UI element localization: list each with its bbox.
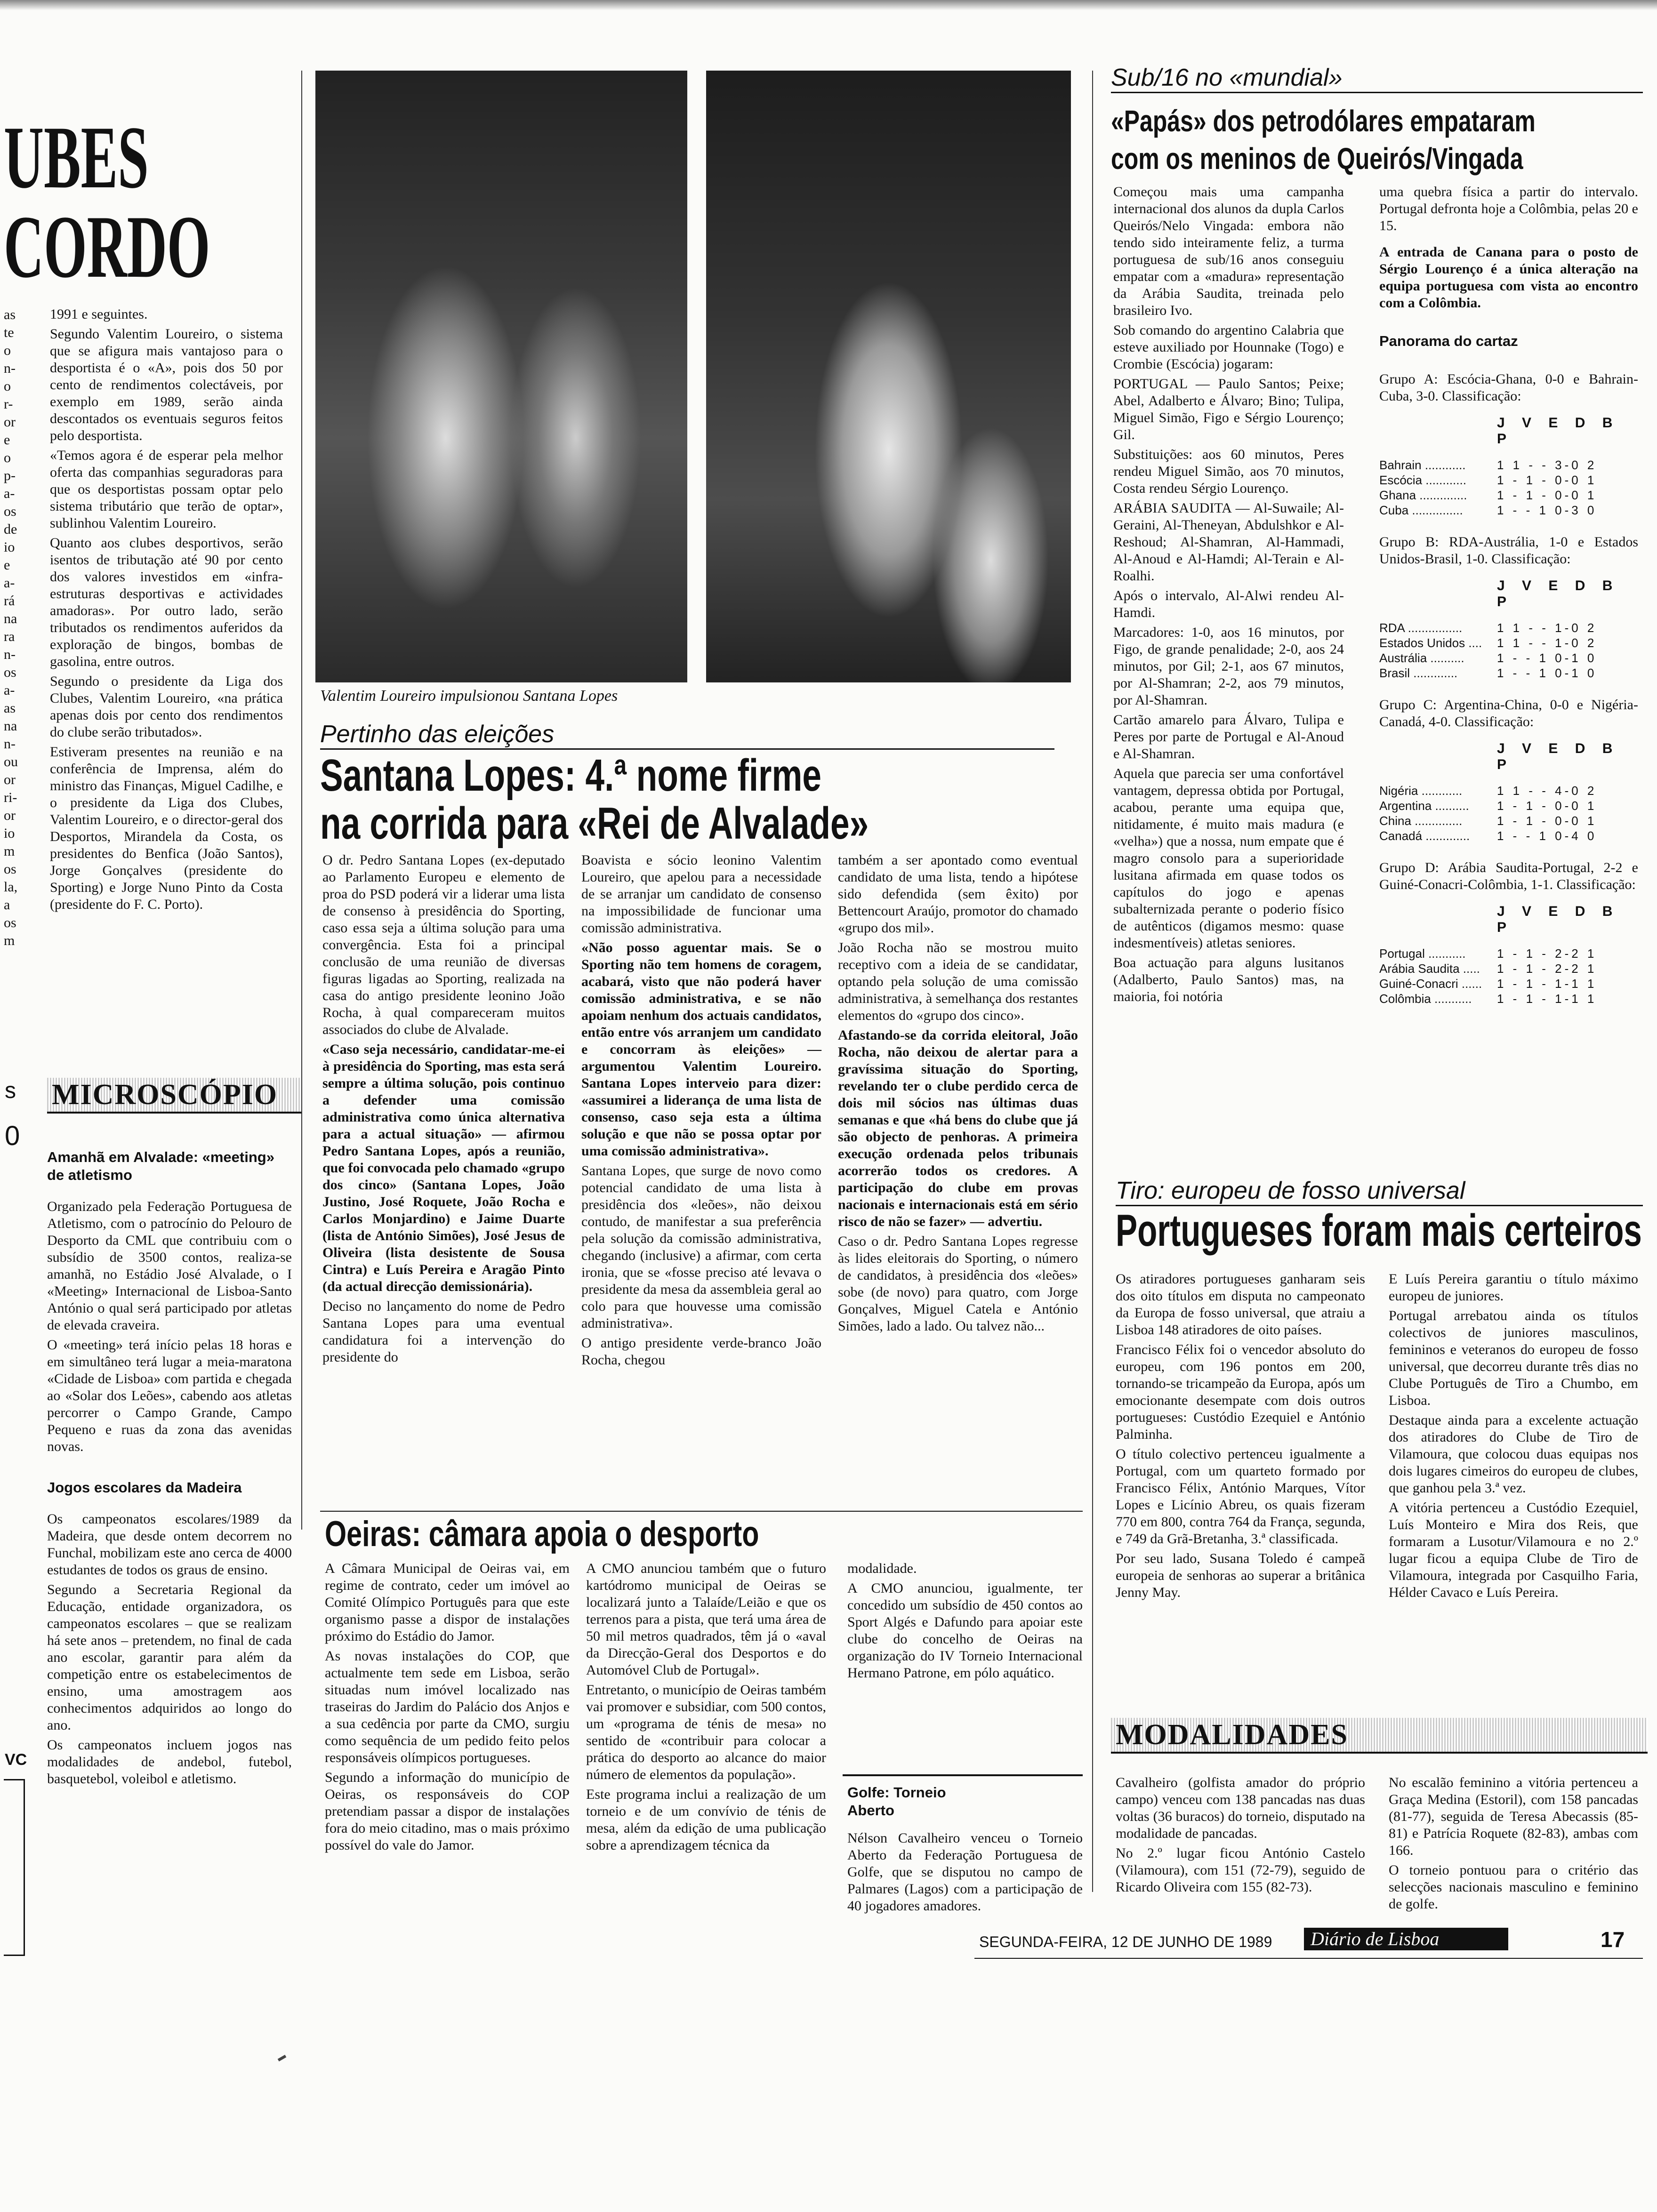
paragraph: Portugal arrebatou ainda os títulos colectivos de juniores masculinos, femininos e veteranos do europeu de fosso universal, que decorreu durante três dias no Clube Português de Tiro a Chumbo, em Lisboa. <box>1389 1308 1638 1408</box>
paragraph: Entretanto, o município de Oeiras também vai promover e subsidiar, com 500 contos, um «programa de ténis de mesa» no sentido de «contribuir para colocar a prática do desporto ao alcance do maior número de elementos da população». <box>586 1682 826 1782</box>
panorama-title: Panorama do cartaz <box>1379 333 1518 349</box>
clipped-letter: n- <box>4 361 16 376</box>
clipped-letter: n- <box>4 736 16 752</box>
paragraph: E Luís Pereira garantiu o título máximo europeu de juniores. <box>1389 1271 1638 1304</box>
table-header: J V E D B P <box>1497 741 1619 772</box>
clipped-letter: os <box>4 665 16 680</box>
clipped-letter: na <box>4 718 17 734</box>
paragraph: O «meeting» terá início pelas 18 horas e em simultâneo terá lugar a meia-maratona «Cidade de Lisboa» com partida e chegada ao «Solar dos Leões», cabendo aos atletas percorrer o Campo Grande, Campo Pequeno e ruas da zona das avenidas novas. <box>47 1337 292 1454</box>
table-header: J V E D B P <box>1497 415 1619 447</box>
table-row <box>1379 946 1638 961</box>
panorama-groups <box>1379 371 1638 1006</box>
clipped-letter: os <box>4 915 16 930</box>
paragraph: A vitória pertenceu a Custódio Ezequiel, Luís Monteiro e Mira dos Reis, que formaram a Lusotur/Vilamoura e no 2.º lugar ficou a equipa Clube de Tiro de Vilamoura, integrada por Casquilho Faria, Hélder Cavaco e Luís Pereira. <box>1389 1500 1638 1600</box>
paragraph: O antigo presidente verde-branco João Rocha, chegou <box>581 1335 821 1368</box>
team-name: Argentina .......... <box>1379 799 1469 813</box>
photo-santana-lopes <box>706 71 1071 682</box>
microscopio-item1-title: Amanhã em Alvalade: «meeting» de atletismo <box>47 1149 274 1183</box>
paragraph: O título colectivo pertenceu igualmente a Portugal, com um quarteto formado por Francisco Félix, António Marques, Vítor Lopes e Licínio Abreu, os quais fizeram 770 em 800, contra 764 da França, segunda, e 749 da Grã-Bretanha, 3.ª classificada. <box>1116 1446 1365 1547</box>
tiro-kicker: Tiro: europeu de fosso universal <box>1116 1177 1643 1206</box>
paragraph: As novas instalações do COP, que actualmente tem sede em Lisboa, serão situadas num imóvel localizado nas traseiras do Jardim do Palácio dos Anjos e a sua cedência por parte da CMO, surgiu como sequência de um pedido feito pelos responsáveis olímpicos portugueses. <box>325 1648 570 1765</box>
paragraph: «Caso seja necessário, candidatar-me-ei à presidência do Sporting, mas esta será sempre a última solução, pois continuo a defender uma comissão administrativa como única alternativa para a actual situação» — afirmou Pedro Santana Lopes, após a reunião, que foi convocada pelo chamado «grupo dos cinco» (Santana Lopes, João Justino, José Roquete, João Rocha e Carlos Monjardino) e Jaime Duarte (lista de António Simões), José Jesus de Oliveira (lista desistente de Sousa Cintra) e Luís Pereira e Aragão Pinto (da actual direcção demissionária). <box>322 1042 565 1294</box>
clipped-letter: te <box>4 325 14 340</box>
clipped-letter: os <box>4 861 16 877</box>
santana-col-3 <box>838 852 1078 1338</box>
paragraph: «Temos agora é de esperar pela melhor oferta das companhias seguradoras para que os desportistas possam optar pelo sistema tributário que terão de optar», sublinhou Valentim Loureiro. <box>50 448 283 531</box>
footer-date: SEGUNDA-FEIRA, 12 DE JUNHO DE 1989 <box>979 1933 1272 1950</box>
paragraph: A CMO anunciou também que o futuro kartódromo municipal de Oeiras se localizará junto a Talaíde/Leião e que os terrenos para a pista, que terá uma área de 50 mil metros quadrados, têm já o «aval da Direcção-Geral dos Desportos e do Automóvel Club de Portugal». <box>586 1561 826 1678</box>
clipped-letter: ri- <box>4 790 17 805</box>
clipped-letter: o <box>4 378 11 394</box>
team-stats: 1 - - 1 0-4 0 <box>1497 829 1597 843</box>
footer-paper-name: Diário de Lisboa <box>1304 1928 1508 1950</box>
oeiras-headline: Oeiras: câmara apoia o desporto <box>325 1514 759 1554</box>
table-row <box>1379 488 1638 503</box>
top-scan-edge <box>0 0 1657 10</box>
clipped-letter: ra <box>4 629 15 644</box>
clipped-letter: as <box>4 307 16 322</box>
modalidades-title: MODALIDADES <box>1111 1718 1648 1754</box>
panorama-group <box>1379 534 1638 681</box>
clipped-letter: r- <box>4 396 13 412</box>
paragraph: Boavista e sócio leonino Valentim Loureiro, que apelou para a necessidade de se arranjar um candidato de consenso na impossibilidade de funcionar uma comissão administrativa. <box>581 852 821 936</box>
team-stats: 1 1 - - 4-0 2 <box>1497 784 1597 798</box>
paragraph: O dr. Pedro Santana Lopes (ex-deputado ao Parlamento Europeu e elemento de proa do PSD poderá vir a liderar uma lista de consenso à presidência do Sporting, caso essa seja a última solução para uma convergência. Esta foi a principal conclusão de uma reunião de diversas figuras ligadas ao Sporting, realizada na casa do antigo presidente leonino João Rocha, à qual compareceram muitos associados do clube de Alvalade. <box>322 852 565 1037</box>
paragraph: Nélson Cavalheiro venceu o Torneio Aberto da Federação Portuguesa de Golfe, que se disputou no campo de Palmares (Lagos) com a participação de 40 jogadores amadores. <box>847 1830 1083 1914</box>
panorama-group <box>1379 859 1638 1006</box>
santana-kicker: Pertinho das eleições <box>320 720 1054 750</box>
clipped-letter: o <box>4 343 11 358</box>
paragraph: O torneio pontuou para o critério das selecções nacionais masculino e feminino de golfe. <box>1389 1862 1638 1912</box>
table-row <box>1379 961 1638 976</box>
paragraph: Quanto aos clubes desportivos, serão isentos de tributação até 90 por cento dos valores investidos em «infra-estruturas desportivas e actividades amadoras». Por outro lado, serão tributados os rendimentos auferidos da exploração de bingos, bombas de gasolina, entre outros. <box>50 535 283 669</box>
team-name: Cuba ............... <box>1379 503 1463 517</box>
paragraph: Francisco Félix foi o vencedor absoluto do europeu, com 196 pontos em 200, tornando-se tricampeão da Europa, após um emocionante desempate com dois outros portugueses: Custódio Ezequiel e António Palminha. <box>1116 1342 1365 1442</box>
group-title: Grupo C: Argentina-China, 0-0 e Nigéria-Canadá, 4-0. Classificação: <box>1379 697 1638 729</box>
table-row <box>1379 783 1638 798</box>
team-stats: 1 - 1 - 0-0 1 <box>1497 814 1597 828</box>
table-row <box>1379 798 1638 813</box>
microscopio-item2-title: Jogos escolares da Madeira <box>47 1479 242 1496</box>
paragraph: também a ser apontado como eventual candidato de uma lista, tendo a hipótese sido defendida (sem êxito) por Bettencourt Araújo, promotor do chamado «grupo dos mil». <box>838 852 1078 936</box>
modalidades-col-2 <box>1389 1774 1638 1915</box>
paragraph: Segundo a informação do município de Oeiras, os responsáveis do COP pretendiam passar a dispor de instalações fora do meio citadino, mas o mais próximo possível do vale do Jamor. <box>325 1770 570 1853</box>
edge-mark-s: s <box>5 1078 16 1103</box>
group-title: Grupo A: Escócia-Ghana, 0-0 e Bahrain-Cuba, 3-0. Classificação: <box>1379 371 1638 404</box>
paragraph: ARÁBIA SAUDITA — Al-Suwaile; Al-Geraini, Al-Theneyan, Abdulshkor e Al-Reshoud; Al-Shamran, Al-Hammadi, Al-Anoud e Al-Hamdi; Al-Terain e Al-Roalhi. <box>1113 500 1344 584</box>
clipped-letter: n- <box>4 647 16 662</box>
clipped-letter: o <box>4 450 11 465</box>
left-headline-line-1: UBES <box>4 108 149 207</box>
paragraph: Os campeonatos escolares/1989 da Madeira, que desde ontem decorrem no Funchal, mobilizam este ano cerca de 4000 estudantes de todos os graus de ensino. <box>47 1511 292 1578</box>
oeiras-col-3 <box>847 1560 1083 1684</box>
golfe-title: Golfe: Torneio Aberto <box>847 1784 946 1819</box>
sub16-col-2 <box>1379 184 1638 1022</box>
group-title: Grupo D: Arábia Saudita-Portugal, 2-2 e Guiné-Conacri-Colômbia, 1-1. Classificação: <box>1379 860 1638 892</box>
team-stats: 1 - 1 - 0-0 1 <box>1497 473 1597 487</box>
team-stats: 1 1 - - 1-0 2 <box>1497 621 1597 635</box>
paragraph: No escalão feminino a vitória pertenceu a Graça Medina (Estoril), com 158 pancadas (81-77), seguida de Teresa Abecassis (85-81) e Patrícia Roquete (82-83), ambas com 166. <box>1389 1775 1638 1858</box>
edge-box <box>4 1779 25 1956</box>
clipped-letter: m <box>4 843 15 859</box>
photo-valentim-loureiro <box>315 71 687 682</box>
team-name: Ghana .............. <box>1379 488 1467 502</box>
golfe-top-rule <box>843 1774 1083 1776</box>
paragraph: Marcadores: 1-0, aos 16 minutos, por Figo, de grande penalidade; 2-0, aos 24 minutos, por Gil; 2-1, aos 67 minutos, por Al-Shamran; 2-2, aos 79 minutos, por Al-Shamran. <box>1113 625 1344 708</box>
paragraph: Após o intervalo, Al-Alwi rendeu Al-Hamdi. <box>1113 588 1344 620</box>
paragraph: Os campeonatos incluem jogos nas modalidades de andebol, futebol, basquetebol, voleibol e atletismo. <box>47 1737 292 1787</box>
clipped-letter: os <box>4 504 16 519</box>
paragraph: Afastando-se da corrida eleitoral, João Rocha, não deixou de alertar para a gravíssima situação do Sporting, revelando ter o clube perdido cerca de dois mil sócios nas últimas duas semanas e que «há bens do clube que já são objecto de penhoras. A primeira execução ordenada pelos tribunais acorrerão todos os credores. A participação do clube em provas nacionais e internacionais está em sério risco de não se fazer» — advertiu. <box>838 1027 1078 1229</box>
paragraph: «Não posso aguentar mais. Se o Sporting não tem homens de coragem, acabará, visto que não poderá haver comissão administrativa, e se não apoiam nenhum dos actuais candidatos, então entre vós arranjem um candidato e concorram às eleições» — argumentou Valentim Loureiro. Santana Lopes interveio para dizer: «assumirei a liderança de uma lista de consenso, caso seja esta a última solução e que não se possa optar por uma comissão administrativa». <box>581 940 821 1159</box>
tiro-col-2 <box>1389 1271 1638 1604</box>
paragraph: No 2.º lugar ficou António Castelo (Vilamoura), com 151 (72-79), seguido de Ricardo Oliveira com 155 (82-73). <box>1116 1845 1365 1895</box>
table-header: J V E D B P <box>1497 904 1619 935</box>
oeiras-col-2 <box>586 1560 826 1857</box>
paragraph: Organizado pela Federação Portuguesa de Atletismo, com o patrocínio do Pelouro de Desporto da CML que contribuiu com o subsídio de 3500 contos, realiza-se amanhã, no Estádio José Alvalade, o I «Meeting» Internacional de Lisboa-Santo António o qual será participado por atletas de elevada craveira. <box>47 1199 292 1333</box>
team-stats: 1 - 1 - 0-0 1 <box>1497 488 1597 502</box>
clipped-letter: a- <box>4 486 15 501</box>
team-name: Canadá ............. <box>1379 829 1470 843</box>
panorama-group <box>1379 697 1638 843</box>
paragraph: Os atiradores portugueses ganharam seis dos oito títulos em disputa no campeonato da Europa de fosso universal, que atraiu a Lisboa 148 atiradores de oito países. <box>1116 1271 1365 1338</box>
right-column-divider <box>1092 71 1093 1892</box>
paragraph: uma quebra física a partir do intervalo. Portugal defronta hoje a Colômbia, pelas 20 e 15. <box>1379 184 1638 233</box>
panorama-group <box>1379 371 1638 518</box>
team-stats: 1 1 - - 3-0 2 <box>1497 458 1597 472</box>
column-divider <box>301 71 302 1530</box>
clipped-letter: m <box>4 933 15 948</box>
table-row <box>1379 813 1638 828</box>
paragraph: Segundo a Secretaria Regional da Educação, entidade organizadora, os campeonatos escolares – que se realizam há sete anos – pretendem, no final de cada ano escolar, garantir para além da competição entre os estabelecimentos de ensino, uma amostragem aos conhecimentos adquiridos ao longo do ano. <box>47 1582 292 1733</box>
paragraph: Começou mais uma campanha internacional dos alunos da dupla Carlos Queirós/Nelo Vingada: embora não tendo sido inteiramente feliz, a turma portuguesa de sub/16 anos conseguiu empatar com a «madura» representação da Arábia Saudita, treinada pelo brasileiro Ivo. <box>1113 184 1344 318</box>
table-row <box>1379 473 1638 488</box>
paragraph: 1991 e seguintes. <box>50 306 148 322</box>
paragraph: Deciso no lançamento do nome de Pedro Santana Lopes para uma eventual candidatura foi a intervenção do presidente do <box>322 1298 565 1365</box>
clipped-letter: a- <box>4 682 15 698</box>
paragraph: Segundo o presidente da Liga dos Clubes, Valentim Loureiro, «na prática apenas dois por cento dos rendimentos do clube serão tributados». <box>50 673 283 740</box>
microscopio-column <box>47 1148 292 1790</box>
table-row <box>1379 457 1638 473</box>
clipped-letter: p- <box>4 468 16 483</box>
team-name: Estados Unidos .... <box>1379 636 1482 650</box>
team-name: Bahrain ............ <box>1379 458 1466 472</box>
team-stats: 1 - 1 - 0-0 1 <box>1497 799 1597 813</box>
table-row <box>1379 635 1638 650</box>
team-name: China .............. <box>1379 814 1463 828</box>
paragraph: Segundo Valentim Loureiro, o sistema que se afigura mais vantajoso para o desportista é o «A», pois dos 50 por cento de rendimentos colectáveis, por exemplo em 1989, serão ainda descontados os eventuais seguros feitos pelo desportista. <box>50 326 283 443</box>
clipped-letter: a <box>4 897 10 913</box>
clipped-letter: e <box>4 432 10 448</box>
team-name: Nigéria ............ <box>1379 784 1463 798</box>
edge-mark-0: 0 <box>5 1121 20 1151</box>
sub16-headline-1: «Papás» dos petrodólares empataram <box>1111 104 1536 138</box>
team-stats: 1 - 1 - 2-2 1 <box>1497 962 1597 976</box>
clipped-letter: ou <box>4 754 18 769</box>
modalidades-col-1 <box>1116 1774 1365 1899</box>
table-row <box>1379 650 1638 665</box>
table-row <box>1379 976 1638 991</box>
santana-col-1 <box>322 852 565 1369</box>
paragraph: Aquela que parecia ser uma confortável vantagem, depressa obtida por Portugal, acabou, perante uma equipa que, nitidamente, é muito mais madura (e «velha») que a nossa, num empate que é magro consolo para a superioridade lusitana afirmada em quase todos os capítulos do jogo e apenas subalternizada perante o poderio físico de autênticos (digamos mesmo: quase indesmentíveis) atletas seniores. <box>1113 766 1344 951</box>
paragraph: A Câmara Municipal de Oeiras vai, em regime de contrato, ceder um imóvel ao Comité Olímpico Português para que este organismo passe a dispor de instalações próximo do Estádio do Jamor. <box>325 1561 570 1644</box>
clipped-letter: e <box>4 557 10 573</box>
team-name: Colômbia ........... <box>1379 992 1472 1006</box>
paragraph: Destaque ainda para a excelente actuação dos atiradores do Clube de Tiro de Vilamoura, que colocou duas equipas nos dois lugares cimeiros do europeu de clubes, que ganhou pela 3.ª vez. <box>1389 1412 1638 1496</box>
table-header: J V E D B P <box>1497 578 1619 609</box>
team-name: Brasil ............. <box>1379 666 1458 680</box>
clipped-letter: rá <box>4 593 15 609</box>
group-title: Grupo B: RDA-Austrália, 1-0 e Estados Unidos-Brasil, 1-0. Classificação: <box>1379 534 1638 567</box>
golfe-column <box>847 1784 1083 1917</box>
table-row <box>1379 828 1638 843</box>
team-stats: 1 - 1 - 2-2 1 <box>1497 946 1597 961</box>
table-row <box>1379 665 1638 681</box>
microscopio-title: MICROSCÓPIO <box>47 1078 301 1114</box>
team-name: Escócia ............ <box>1379 473 1466 487</box>
clipped-letter: or <box>4 414 16 430</box>
paragraph: Cartão amarelo para Álvaro, Tulipa e Peres por parte de Portugal e Al-Anoud e Al-Shamran. <box>1113 712 1344 761</box>
sub16-col-1 <box>1113 184 1344 1008</box>
paragraph: Caso o dr. Pedro Santana Lopes regresse às lides eleitorais do Sporting, o número de candidatos, à presidência dos «leões» sobe (de novo) para quatro, com Jorge Gonçalves, Miguel Catela e António Simões, lado a lado. Ou talvez não... <box>838 1234 1078 1334</box>
photo-caption: Valentim Loureiro impulsionou Santana Lopes <box>320 687 618 705</box>
santana-col-2 <box>581 852 821 1371</box>
paragraph: Sob comando do argentino Calabria que esteve auxiliado por Hounnake (Togo) e Crombie (Escócia) jogaram: <box>1113 322 1344 372</box>
team-name: Austrália .......... <box>1379 651 1464 665</box>
santana-headline-1: Santana Lopes: 4.ª nome firme <box>320 750 821 801</box>
team-stats: 1 - 1 - 1-1 1 <box>1497 977 1597 991</box>
left-column-article <box>50 306 283 916</box>
paragraph: A CMO anunciou, igualmente, ter concedido um subsídio de 450 contos ao Sport Algés e Dafundo para apoiar este clube do concelho de Oeiras na organização do IV Torneio Internacional Hermano Patrone, em pólo aquático. <box>847 1580 1083 1681</box>
clipped-column-letters <box>4 306 25 950</box>
paragraph: A entrada de Canana para o posto de Sérgio Lourenço é a única alteração na equipa portuguesa com vista ao encontro com a Colômbia. <box>1379 244 1638 311</box>
clipped-letter: de <box>4 521 17 537</box>
edge-mark-vc: VC <box>5 1751 27 1769</box>
table-row <box>1379 620 1638 635</box>
paragraph: Por seu lado, Susana Toledo é campeã europeia de senhoras ao superar a britânica Jenny May. <box>1116 1551 1365 1600</box>
clipped-letter: or <box>4 772 16 787</box>
team-name: Portugal ........... <box>1379 946 1466 961</box>
paragraph: Estiveram presentes na reunião e na conferência de Imprensa, além do ministro das Finanças, Miguel Cadilhe, e o presidente da Liga dos Clubes, Valentim Loureiro, e o director-geral dos Desportos, Mirandela da Costa, os presidentes do Benfica (João Santos), Jorge Gonçalves (presidente do Sporting) e Jorge Nuno Pinto da Costa (presidente do F. C. Porto). <box>50 744 283 912</box>
oeiras-top-rule <box>320 1511 1083 1512</box>
footer-page-number: 17 <box>1601 1927 1625 1952</box>
clipped-letter: or <box>4 808 16 823</box>
sub16-kicker: Sub/16 no «mundial» <box>1111 64 1643 93</box>
paragraph: Cavalheiro (golfista amador do próprio campo) venceu com 138 pancadas nas duas voltas (36 buracos) do torneio, disputado na modalidade de pancadas. <box>1116 1775 1365 1841</box>
paragraph: Boa actuação para alguns lusitanos (Adalberto, Paulo Santos) mas, na maioria, foi notória <box>1113 955 1344 1004</box>
paragraph: João Rocha não se mostrou muito receptivo com a ideia de se candidatar, optando pela solução de uma comissão administrativa, à semelhança dos restantes elementos do «grupo dos cinco». <box>838 940 1078 1023</box>
table-row <box>1379 503 1638 518</box>
clipped-letter: na <box>4 611 17 626</box>
footer-rule <box>974 1958 1643 1959</box>
team-stats: 1 - 1 - 1-1 1 <box>1497 992 1597 1006</box>
tiro-headline: Portugueses foram mais certeiros <box>1116 1205 1642 1256</box>
left-headline-line-2: CORDO <box>4 198 210 297</box>
paragraph: Santana Lopes, que surge de novo como potencial candidato de uma lista à presidência dos «leões», não deixou contudo, de manifestar a sua preferência pela solução da comissão administrativa, chegando (inclusive) a afirmar, com certa ironia, que se «fosse preciso até levava o presidente da mesa da assembleia geral ao colo para que houvesse uma comissão administrativa». <box>581 1163 821 1331</box>
clipped-letter: io <box>4 539 15 555</box>
clipped-letter: la, <box>4 879 18 895</box>
stray-mark <box>278 2055 287 2061</box>
team-name: RDA ................ <box>1379 621 1463 635</box>
paragraph: modalidade. <box>847 1561 917 1576</box>
team-name: Arábia Saudita ..... <box>1379 962 1480 976</box>
team-stats: 1 - - 1 0-3 0 <box>1497 503 1597 517</box>
team-stats: 1 - - 1 0-1 0 <box>1497 666 1597 680</box>
table-row <box>1379 991 1638 1006</box>
team-stats: 1 1 - - 1-0 2 <box>1497 636 1597 650</box>
paragraph: Este programa inclui a realização de um torneio e de um convívio de ténis de mesa, além da edição de uma publicação sobre a aprendizagem técnica da <box>586 1787 826 1853</box>
team-stats: 1 - - 1 0-1 0 <box>1497 651 1597 665</box>
oeiras-col-1 <box>325 1560 570 1857</box>
sub16-headline-2: com os meninos de Queirós/Vingada <box>1111 142 1523 176</box>
clipped-letter: as <box>4 700 16 716</box>
clipped-letter: io <box>4 825 15 841</box>
paragraph: Substituições: aos 60 minutos, Peres rendeu Miguel Simão, aos 70 minutos, Costa rendeu Sérgio Lourenço. <box>1113 447 1344 496</box>
team-name: Guiné-Conacri ...... <box>1379 977 1482 991</box>
paragraph: PORTUGAL — Paulo Santos; Peixe; Abel, Adalberto e Álvaro; Bino; Tulipa, Miguel Simão, Figo e Sérgio Lourenço; Gil. <box>1113 376 1344 442</box>
tiro-col-1 <box>1116 1271 1365 1604</box>
santana-headline-2: na corrida para «Rei de Alvalade» <box>320 798 869 849</box>
clipped-letter: a- <box>4 575 15 591</box>
